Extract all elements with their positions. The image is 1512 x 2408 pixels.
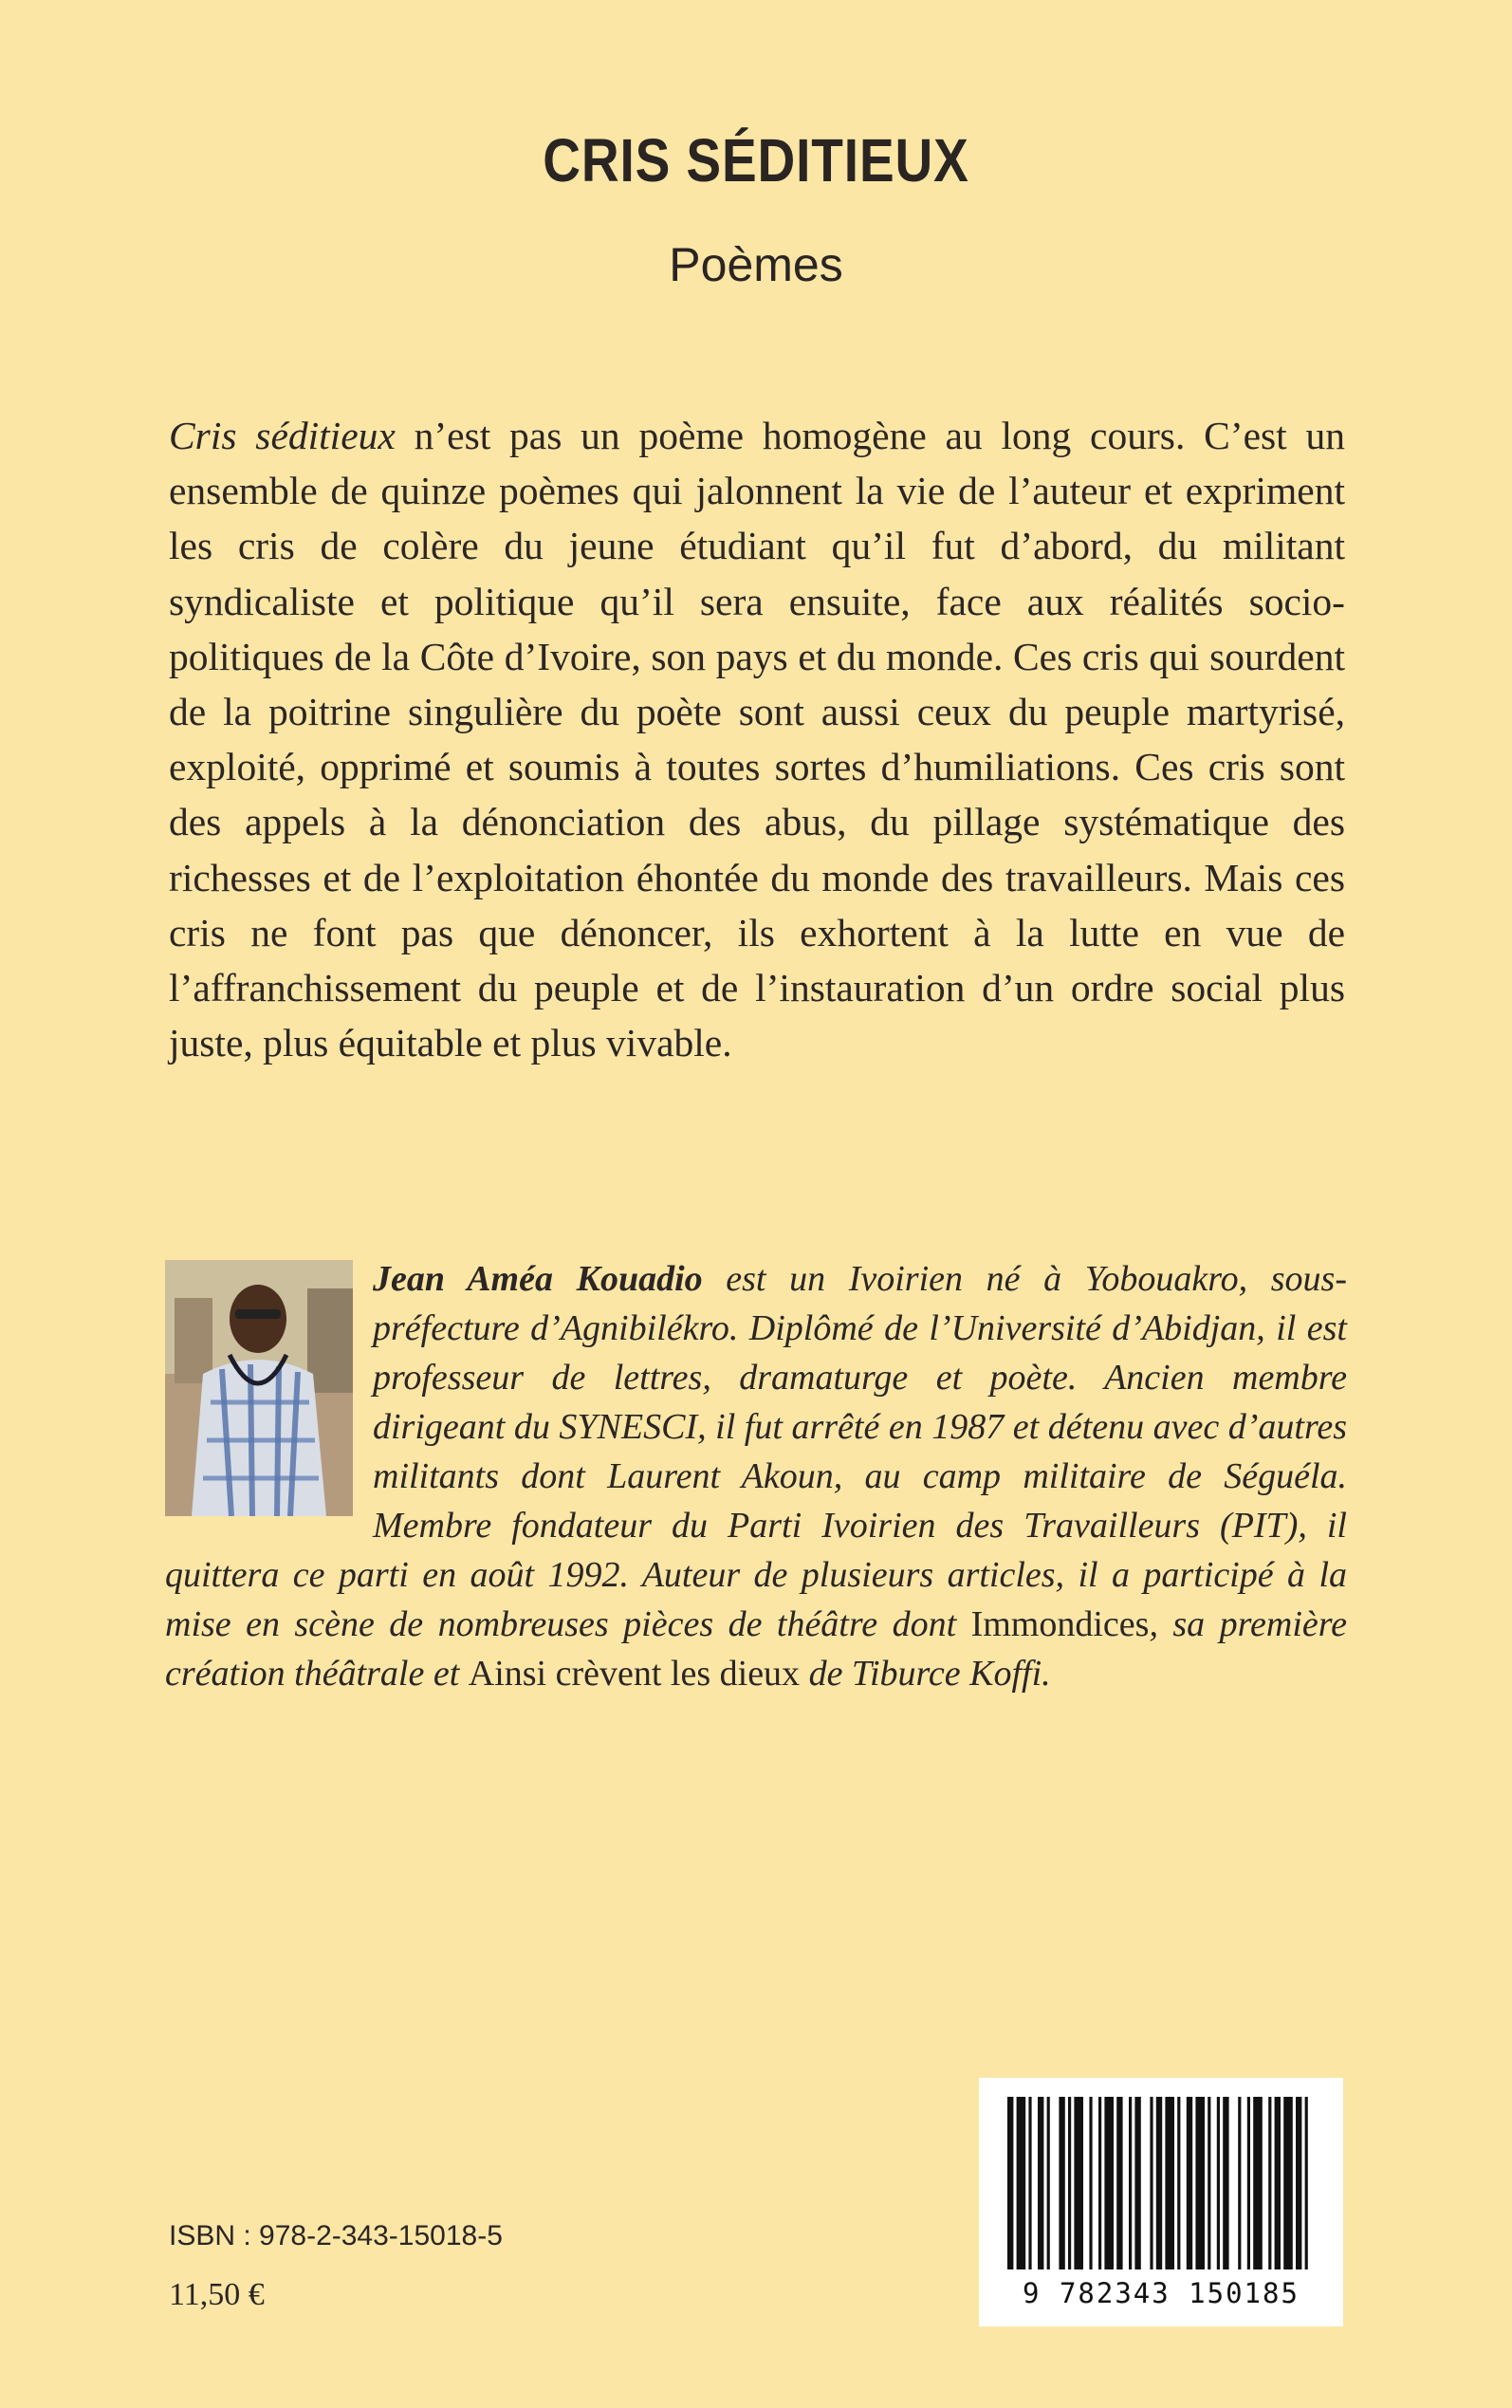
barcode-bar [1017,2097,1026,2269]
author-name: Jean Améa Kouadio [373,1259,703,1299]
barcode-bar [1296,2097,1301,2269]
book-title: CRIS SÉDITIEUX [543,126,969,194]
bio-part1: est un Ivoirien né à Yobouakro, sous-préfecture d’Agnibilékro. Diplômé de l’Université d’Abidjan, il est professeur de lettres, dramaturge et poète. Ancien membre dirigeant du SYNESCI, il fut arrêté en 1987 et détenu avec d’autres militants dont Laurent Akoun, au camp militaire de Séguéla. Membre fondateur du Parti Ivoirien des Travailleurs (PIT), il quittera ce parti en août 1992. Auteur de plusieurs articles, il a participé à la mise en scène de nombreuses pièces de théâtre dont [165,1259,1347,1644]
price: 11,50 € [169,2277,265,2312]
book-subtitle: Poèmes [669,238,843,291]
barcode-bar [1047,2097,1050,2269]
barcode-bar [1208,2097,1210,2269]
barcode [979,2078,1343,2326]
work-title-1: Immondices [970,1604,1150,1644]
author-bio [165,1254,1347,1698]
barcode-digits: 9 782343 150185 [1023,2277,1300,2309]
barcode-bar [1150,2097,1152,2269]
barcode-bar [1116,2097,1122,2269]
barcode-bar [1007,2097,1013,2269]
barcode-bar [1165,2097,1174,2269]
barcode-bar [1247,2097,1250,2269]
barcode-bar [1089,2097,1092,2269]
barcode-bar [1238,2097,1241,2269]
barcode-bar [1068,2097,1071,2269]
summary-paragraph [169,408,1345,1070]
barcode-bar [1275,2097,1281,2269]
work-title-2: Ainsi crèvent les dieux [468,1654,801,1694]
barcode-bar [1038,2097,1043,2269]
isbn: ISBN : 978-2-343-15018-5 [169,2220,503,2251]
barcode-bar [1217,2097,1220,2269]
barcode-bar [1253,2097,1263,2269]
barcode-bar [1305,2097,1308,2269]
barcode-bar [1223,2097,1228,2269]
barcode-bar [1104,2097,1114,2269]
barcode-bar [1028,2097,1031,2269]
barcode-bar [1283,2097,1293,2269]
summary-text: n’est pas un poème homogène au long cours. C’est un ensemble de quinze poèmes qui jalonnent la vie de l’auteur et expriment les cris de colère du jeune étudiant qu’il fut d’abord, du militant syndicaliste et politique qu’il sera ensuite, face aux réalités socio-politiques de la Côte d’Ivoire, son pays et du monde. Ces cris qui sourdent de la poitrine singulière du poète sont aussi ceux du peuple martyrisé, exploité, opprimé et soumis à toutes sortes d’humiliations. Ces cris sont des appels à la dénonciation des abus, du pillage systématique des richesses et de l’exploitation éhontée du monde des travailleurs. Mais ces cris ne font pas que dénoncer, ils exhortent à la lutte en vue de l’affranchissement du peuple et de l’instauration d’un ordre social plus juste, plus équitable et plus vivable. [169,414,1346,1065]
summary-title-italic: Cris séditieux [169,414,396,457]
barcode-bar [1059,2097,1064,2269]
barcode-bar [1195,2097,1205,2269]
bio-part3: de Tiburce Koffi. [800,1654,1051,1694]
barcode-bars [1000,2097,1322,2273]
barcode-bar [1156,2097,1162,2269]
barcode-bar [1177,2097,1180,2269]
barcode-bar [1268,2097,1271,2269]
bio-part2: , sa première création théâtrale et [165,1604,1347,1694]
barcode-bar [1129,2097,1132,2269]
photo-space [165,1254,360,1505]
barcode-bar [1098,2097,1101,2269]
barcode-bar [1134,2097,1140,2269]
barcode-bar [1187,2097,1192,2269]
barcode-bar [1074,2097,1083,2269]
